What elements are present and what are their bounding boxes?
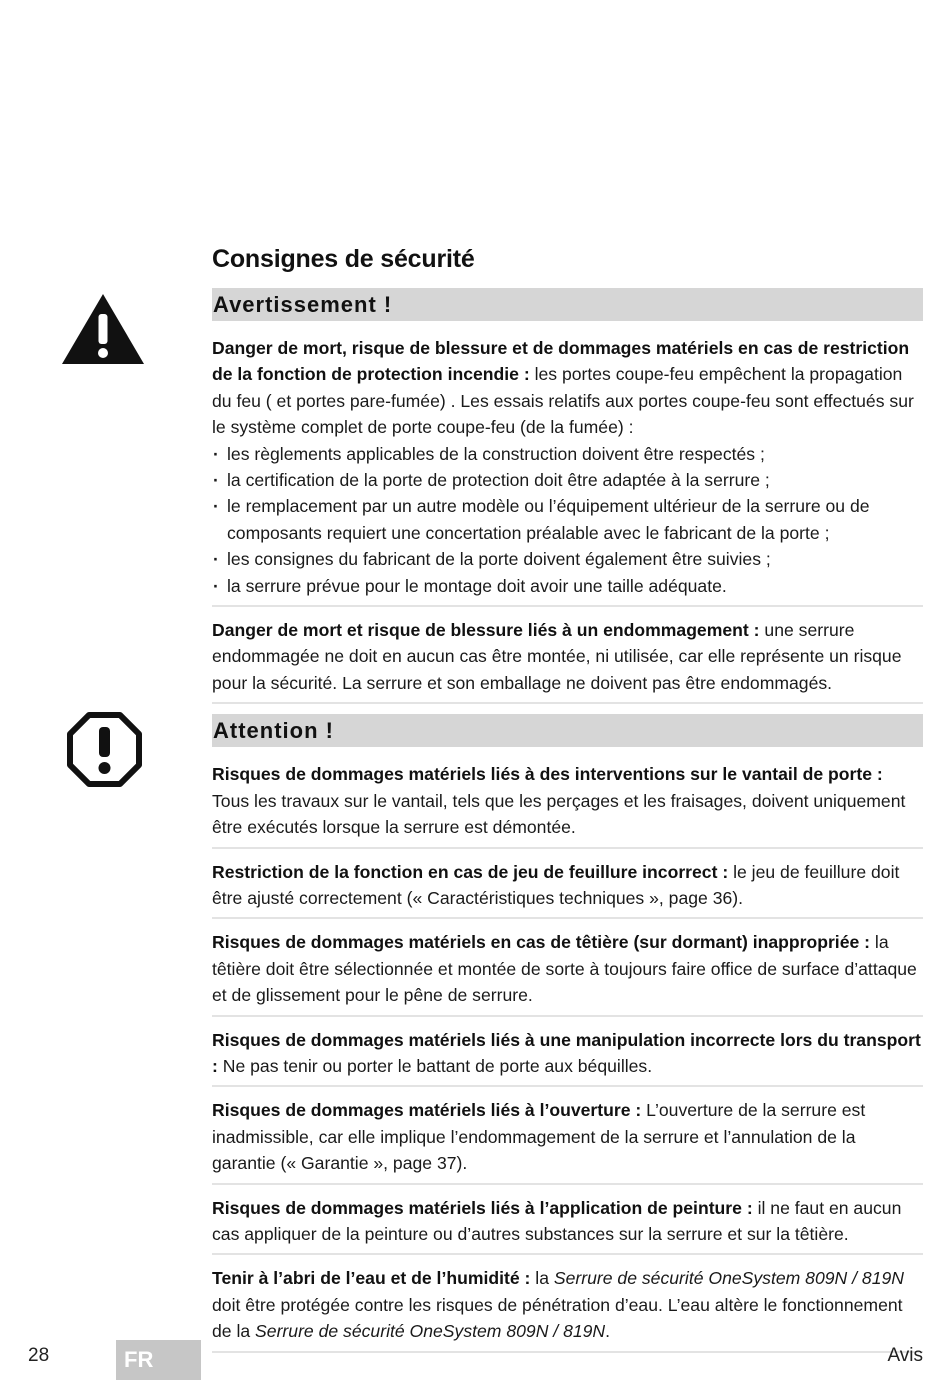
- block-text: la: [530, 1268, 554, 1289]
- block-text: L’ouverture de la serrure est inadmissible, car elle implique l’endommagement de la serrure et l’annulation de la garantie (« Garantie », page 37).: [212, 1100, 866, 1174]
- caution-block: [212, 761, 923, 848]
- list-item: · les règlements applicables de la construction doivent être respectés ;: [212, 441, 923, 467]
- block-bold-lead: Risques de dommages matériels liés à l’application de peinture :: [212, 1197, 753, 1218]
- main-content: [212, 245, 923, 1363]
- page-number: 28: [28, 1345, 50, 1366]
- block-bold-lead: Risques de dommages matériels liés à des interventions sur le vantail de porte :: [212, 764, 883, 785]
- block-bold-lead: Risques de dommages matériels liés à une manipulation incorrecte lors du transport :: [212, 1029, 921, 1076]
- block-text: la têtière doit être sélectionnée et montée de sorte à toujours faire office de surface d’attaque et de glissement pour le pêne de serrure.: [212, 932, 917, 1006]
- caution-heading: Attention !: [212, 714, 923, 747]
- block-text: une serrure endommagée ne doit en aucun cas être montée, ni utilisée, car elle représente un risque pour la sécurité. La serrure et son emballage ne doivent pas être endommagés.: [212, 620, 902, 693]
- block-text: les portes coupe-feu empêchent la propagation du feu ( et portes pare-fumée) . Les essais relatifs aux portes coupe-feu sont effectués sur le système complet de porte coupe-feu (de la fumée) :: [212, 364, 914, 438]
- caution-block: [212, 859, 923, 920]
- caution-block: [212, 1195, 923, 1256]
- block-text: Tous les travaux sur le vantail, tels que les perçages et les fraisages, doivent uniquement être exécutés lorsque la serrure est démontée.: [212, 790, 906, 838]
- product-name: Serrure de sécurité OneSystem 809N / 819N: [255, 1321, 606, 1342]
- block-bold-lead: Tenir à l’abri de l’eau et de l’humidité :: [212, 1268, 531, 1289]
- block-text: le jeu de feuillure doit être ajusté correctement (« Caractéristiques techniques », page 36).: [212, 861, 900, 908]
- warning-block-damage: [212, 617, 923, 704]
- warning-triangle-icon: [60, 292, 146, 366]
- language-badge: FR: [116, 1340, 201, 1380]
- warning-heading: Avertissement !: [212, 288, 923, 321]
- block-bold-lead: Risques de dommages matériels en cas de têtière (sur dormant) inappropriée :: [212, 932, 871, 953]
- caution-octagon-icon: [67, 712, 142, 787]
- caution-block: [212, 1097, 923, 1184]
- block-bold-lead: Danger de mort et risque de blessure liés à un endommagement :: [212, 620, 760, 641]
- block-bold-lead: Restriction de la fonction en cas de jeu de feuillure incorrect :: [212, 861, 729, 882]
- block-text: doit être protégée contre les risques de pénétration d’eau. L’eau altère le fonctionnement de la: [212, 1294, 903, 1342]
- list-item: · la certification de la porte de protection doit être adaptée à la serrure ;: [212, 467, 923, 493]
- block-text: il ne faut en aucun cas appliquer de la peinture ou d’autres substances sur la serrure et sur la têtière.: [212, 1197, 902, 1244]
- requirements-list: [212, 441, 923, 599]
- warning-block-fire-protection: [212, 335, 923, 607]
- block-bold-lead: Risques de dommages matériels liés à l’ouverture :: [212, 1100, 642, 1121]
- caution-block: [212, 1027, 923, 1088]
- product-name: Serrure de sécurité OneSystem 809N / 819N: [553, 1268, 904, 1289]
- block-bold-lead: Danger de mort, risque de blessure et de dommages matériels en cas de restriction de la fonction de protection incendie :: [212, 338, 910, 385]
- block-text: .: [605, 1321, 611, 1342]
- caution-block-water: [212, 1265, 923, 1352]
- block-text: Ne pas tenir ou porter le battant de porte aux béquilles.: [217, 1055, 653, 1076]
- page-title: Consignes de sécurité: [212, 245, 475, 273]
- caution-block: [212, 929, 923, 1016]
- list-item: · le remplacement par un autre modèle ou l’équipement ultérieur de la serrure ou de composants requiert une concertation préalable avec le fabricant de la porte ;: [212, 493, 923, 546]
- list-item: · la serrure prévue pour le montage doit avoir une taille adéquate.: [212, 573, 923, 599]
- list-item: · les consignes du fabricant de la porte doivent également être suivies ;: [212, 546, 923, 572]
- section-label: Avis: [887, 1345, 923, 1366]
